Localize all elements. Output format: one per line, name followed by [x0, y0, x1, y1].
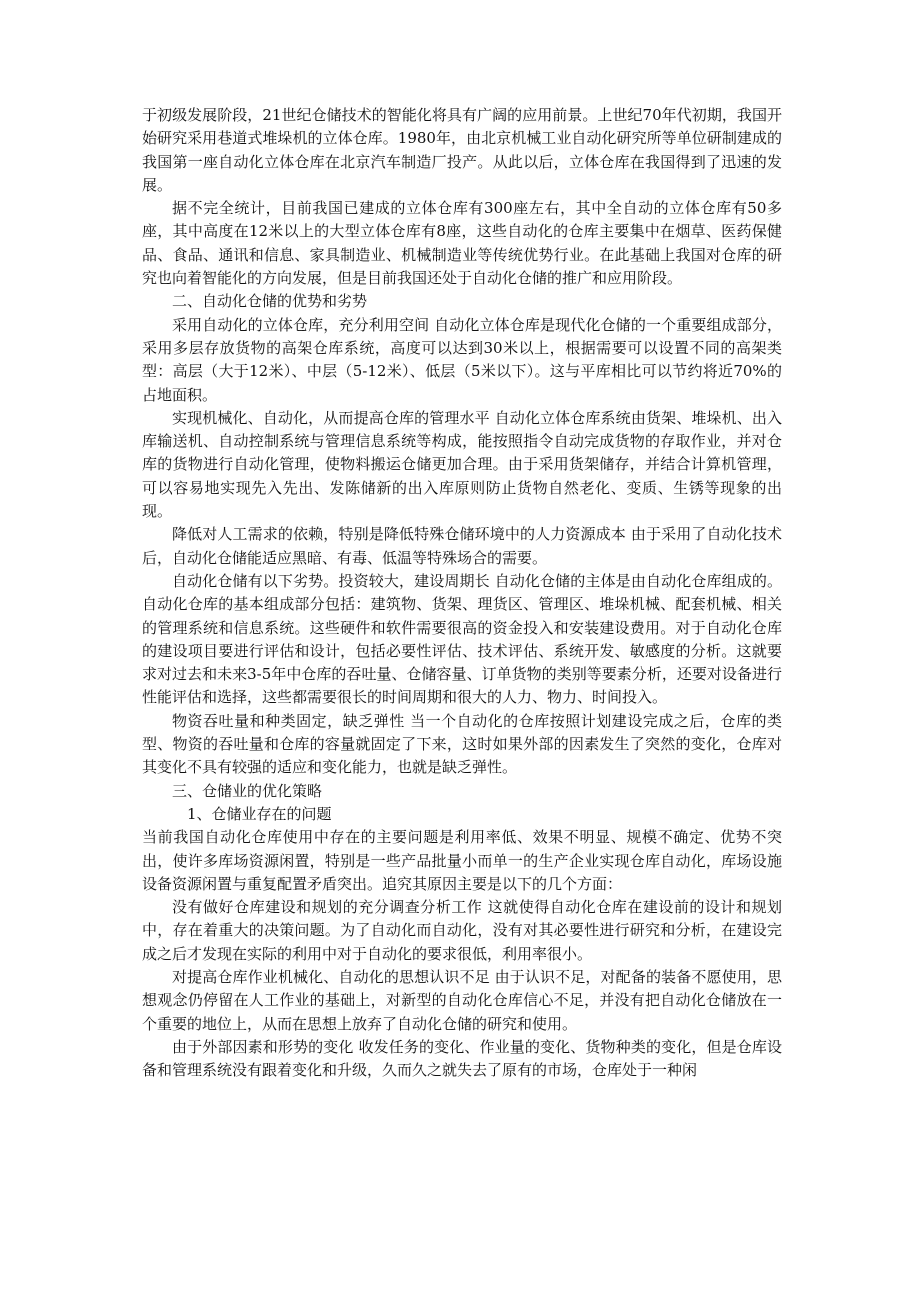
paragraph-2: 据不完全统计，目前我国已建成的立体仓库有300座左右，其中全自动的立体仓库有50多座，其中高度在12米以上的大型立体仓库有8座，这些自动化的仓库主要集中在烟草、医药保健品、食品、通讯和信息、家具制造业、机械制造业等传统优势行业。在此基础上我国对仓库的研究也向着智能化的方向发展，但是目前我国还处于自动化仓储的推广和应用阶段。	[142, 199, 782, 288]
paragraph-3: 采用自动化的立体仓库，充分利用空间 自动化立体仓库是现代化仓储的一个重要组成部分，采用多层存放货物的高架仓库系统，高度可以达到30米以上，根据需要可以设置不同的高架类型：高层（大于12米）、中层（5-12米）、低层（5米以下）。这与平库相比可以节约将近70%的占地面积。	[142, 315, 782, 404]
paragraph-6: 自动化仓储有以下劣势。投资较大，建设周期长 自动化仓储的主体是由自动化仓库组成的。自动化仓库的基本组成部分包括：建筑物、货架、理货区、管理区、堆垛机械、配套机械、相关的管理系统和信息系统。这些硬件和软件需要很高的资金投入和安装建设费用。对于自动化仓库的建设项目要进行评估和设计，包括必要性评估、技术评估、系统开发、敏感度的分析。这就要求对过去和未来3-5年中仓库的吞吐量、仓储容量、订单货物的类别等要素分析，还要对设备进行性能评估和选择，这些都需要很长的时间周期和很大的人力、物力、时间投入。	[142, 571, 782, 707]
paragraph-9: 没有做好仓库建设和规划的充分调查分析工作 这就使得自动化仓库在建设前的设计和规划中，存在着重大的决策问题。为了自动化而自动化，没有对其必要性进行研究和分析，在建设完成之后才发现在实际的利用中对于自动化的要求很低，利用率很小。	[142, 898, 782, 963]
paragraph-7: 物资吞吐量和种类固定，缺乏弹性 当一个自动化的仓库按照计划建设完成之后，仓库的类型、物资的吞吐量和仓库的容量就固定了下来，这时如果外部的因素发生了突然的变化，仓库对其变化不具有较强的适应和变化能力，也就是缺乏弹性。	[142, 711, 782, 777]
paragraph-8: 当前我国自动化仓库使用中存在的主要问题是利用率低、效果不明显、规模不确定、优势不突出，使许多库场资源闲置，特别是一些产品批量小而单一的生产企业实现仓库自动化，库场设施设备资源闲置与重复配置矛盾突出。追究其原因主要是以下的几个方面：	[142, 828, 782, 893]
paragraph-11: 由于外部因素和形势的变化 收发任务的变化、作业量的变化、货物种类的变化，但是仓库设备和管理系统没有跟着变化和升级，久而久之就失去了原有的市场，仓库处于一种闲	[142, 1037, 782, 1080]
section-heading-3: 三、仓储业的优化策略	[172, 781, 323, 800]
document-body	[142, 104, 782, 1082]
paragraph-10: 对提高仓库作业机械化、自动化的思想认识不足 由于认识不足，对配备的装备不愿使用，思想观念仍停留在人工作业的基础上，对新型的自动化仓库信心不足，并没有把自动化仓储放在一个重要的地位上，从而在思想上放弃了自动化仓储的研究和使用。	[142, 967, 782, 1033]
subsection-heading-1: 1、仓储业存在的问题	[187, 804, 332, 823]
paragraph-4: 实现机械化、自动化，从而提高仓库的管理水平 自动化立体仓库系统由货架、堆垛机、出入库输送机、自动控制系统与管理信息系统等构成，能按照指令自动完成货物的存取作业，并对仓库的货物进行自动化管理，使物料搬运仓储更加合理。由于采用货架储存，并结合计算机管理，可以容易地实现先入先出、发陈储新的出入库原则防止货物自然老化、变质、生锈等现象的出现。	[142, 408, 782, 521]
paragraph-5: 降低对人工需求的依赖，特别是降低特殊仓储环境中的人力资源成本 由于采用了自动化技术后，自动化仓储能适应黑暗、有毒、低温等特殊场合的需要。	[142, 525, 782, 567]
section-heading-2: 二、自动化仓储的优势和劣势	[172, 292, 368, 311]
paragraph-1: 于初级发展阶段，21世纪仓储技术的智能化将具有广阔的应用前景。上世纪70年代初期，我国开始研究采用巷道式堆垛机的立体仓库。1980年，由北京机械工业自动化研究所等单位研制建成的我国第一座自动化立体仓库在北京汽车制造厂投产。从此以后，立体仓库在我国得到了迅速的发展。	[142, 106, 782, 194]
